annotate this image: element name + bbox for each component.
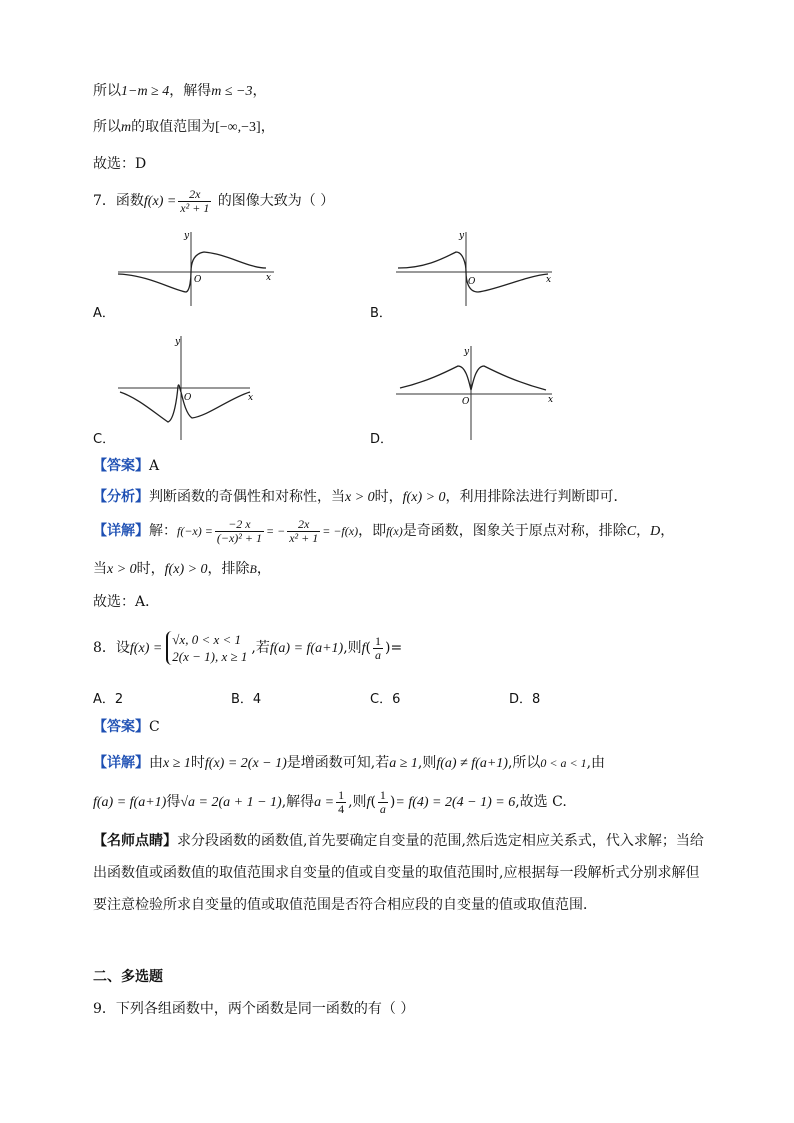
graph-a xyxy=(118,228,278,306)
graph-a-x-label: x xyxy=(266,273,272,283)
graph-b-y-label: y xyxy=(459,231,465,241)
q6-answer: 故选：D xyxy=(93,156,147,172)
graph-c-x-label: x xyxy=(248,393,254,403)
graph-d-y-label: y xyxy=(464,347,470,357)
q8-detail: 【详解】由x ≥ 1时f(x) = 2(x − 1)是增函数可知,若a ≥ 1,则f(a) ≠ f(a+1),所以0 < a < 1,由 xyxy=(93,755,606,771)
graph-d-x-label: x xyxy=(548,395,554,405)
q7-answer: 【答案】A xyxy=(93,458,160,474)
q8-detail-2: f(a) = f(a+1)得√a = 2(a + 1 − 1),解得a = $\frac{1}{4}$ ,则f( $\frac{1}{a}$ )= f(4) = 2(4 − 1) = 6,故选 C. xyxy=(93,787,567,816)
graph-a-origin: O xyxy=(194,275,202,285)
q7-detail: 【详解】解：f(−x) = $\frac{-2 x}{\text{(−x)² + 1}}$ = − $\frac{2x}{\text{x² + 1}}$ = −f(x)，即f(x)是奇函数，图象关于原点对称，排除C，D， xyxy=(93,516,675,545)
q8-stem: 8．设f(x) = √x, 0 < x < 1 2(x − 1), x ≥ 1 ,若f(a) = f(a+1),则f( $\frac{1}{a}$ )= xyxy=(93,632,403,664)
q7-option-d: D． xyxy=(370,432,394,447)
q8-option-a: A．2 xyxy=(93,692,124,707)
q8-answer: 【答案】C xyxy=(93,719,160,735)
graph-c-y-label: y xyxy=(175,337,181,347)
section-title-multi-choice: 二、多选题 xyxy=(93,969,163,985)
q7-final: 故选：A． xyxy=(93,594,160,610)
q8-teacher-line1: 【名师点睛】求分段函数的函数值,首先要确定自变量的范围,然后选定相应关系式，代入求解；当给 xyxy=(93,833,704,849)
graph-d xyxy=(396,342,560,440)
q8-teacher-line3: 要注意检验所求自变量的值或取值范围是否符合相应段的自变量的值或取值范围． xyxy=(93,897,597,913)
graph-b xyxy=(396,228,556,306)
q7-detail-2: 当x > 0时，f(x) > 0，排除B， xyxy=(93,561,271,577)
graph-a-y-label: y xyxy=(184,231,190,241)
graph-c-origin: O xyxy=(184,393,192,403)
graph-d-origin: O xyxy=(462,397,470,407)
q6-line1: 所以1−m ≥ 4，解得m ≤ −3， xyxy=(93,83,267,99)
q6-line2: 所以m的取值范围为[−∞,−3]， xyxy=(93,119,275,135)
graph-b-origin: O xyxy=(468,277,476,287)
q8-option-c: C．6 xyxy=(370,692,401,707)
q9-stem: 9．下列各组函数中，两个函数是同一函数的有（ ） xyxy=(93,1001,415,1017)
q7-option-c: C． xyxy=(93,432,116,447)
q8-teacher-line2: 出函数值或函数值的取值范围求自变量的值或自变量的取值范围时,应根据每一段解析式分别求解但 xyxy=(93,865,700,881)
graph-b-x-label: x xyxy=(546,275,552,285)
graph-d-curve xyxy=(400,366,546,390)
q7-analysis: 【分析】判断函数的奇偶性和对称性，当x > 0时，f(x) > 0，利用排除法进行判断即可． xyxy=(93,489,628,505)
q8-option-b: B．4 xyxy=(231,692,262,707)
q8-option-d: D．8 xyxy=(509,692,541,707)
q7-stem: 7．函数f(x) = $\frac{2x}{\text{x² + 1}}$ 的图像大致为（ ） xyxy=(93,186,335,215)
q7-option-a: A． xyxy=(93,306,115,321)
q7-option-b: B． xyxy=(370,306,392,321)
graph-c xyxy=(118,332,258,440)
graph-c-curve xyxy=(120,385,250,422)
